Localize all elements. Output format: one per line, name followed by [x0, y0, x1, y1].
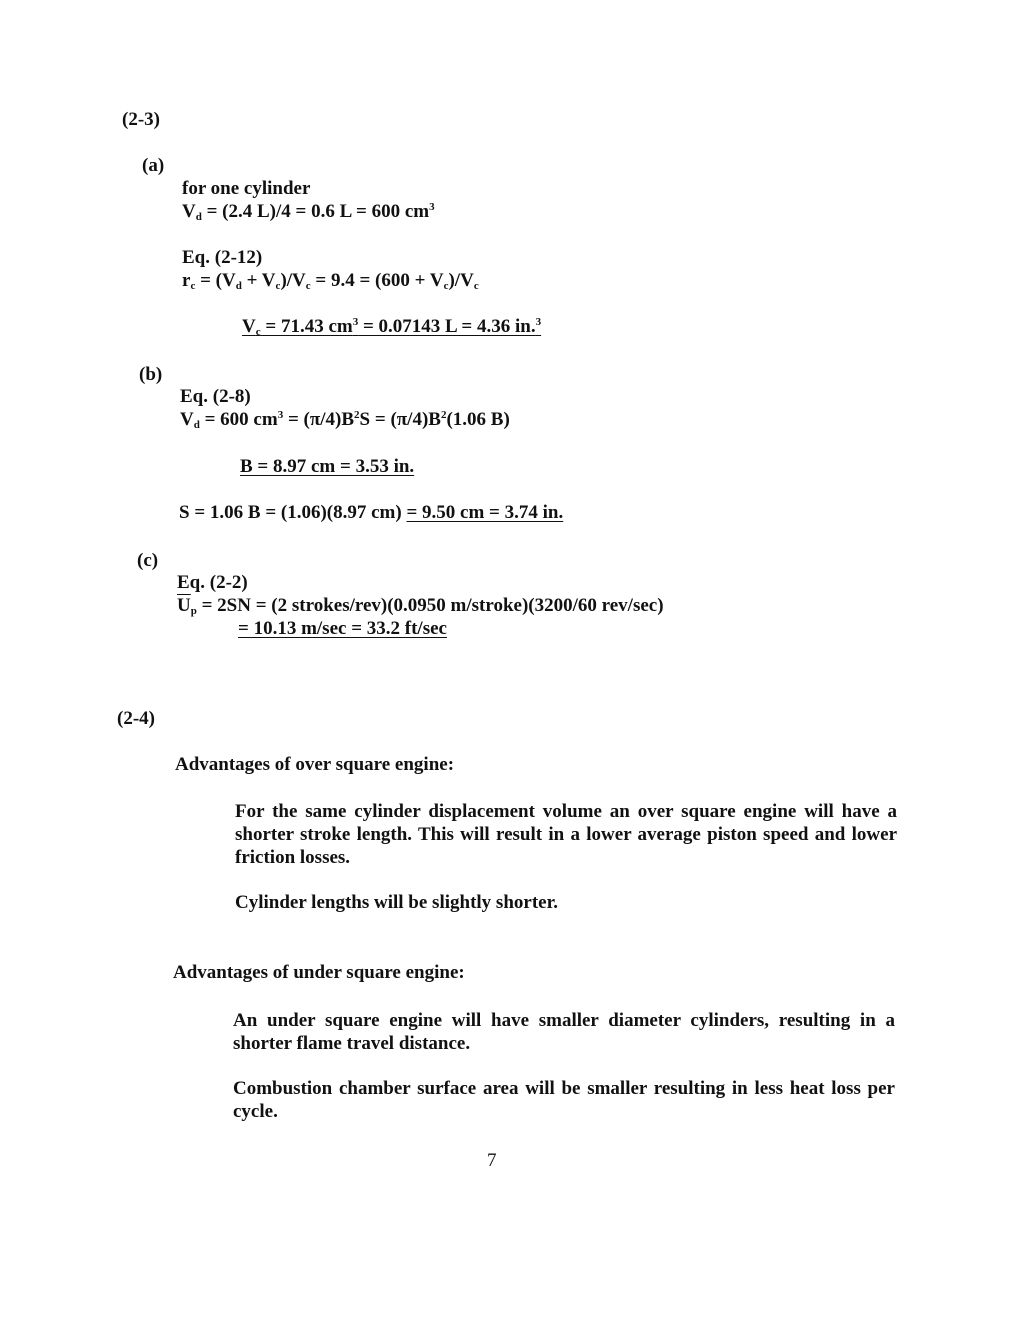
problem-number-2-4: (2-4): [117, 708, 155, 729]
part-b-vd-equation: $V_d = 600$ $cm^3 = (\pi/4)B^2S = (\pi/4)B^2(1.06$ B): [180, 409, 510, 431]
under-square-para2: Combustion chamber surface area will be smaller resulting in less heat loss per cycle.: [233, 1078, 895, 1122]
part-c-up-equation: $\overline{U}_p = 2SN = (2$ strokes/rev)(0.0950 m/stroke)(3200/60 rev/sec): [177, 595, 664, 617]
part-c-answer: = 10.13 m/sec = 33.2 ft/sec: [238, 618, 447, 639]
over-square-para2: Cylinder lengths will be slightly shorter.: [235, 892, 559, 913]
part-a-vd-equation: $V_d = (2.4$ L)/4 = 0.6 L = 600 $cm^3$: [182, 201, 435, 223]
problem-number-2-3: (2-3): [122, 109, 160, 130]
part-b-answer-stroke: = 9.50 cm = 3.74 in.: [406, 502, 564, 523]
part-c-eq-ref: Eq. (2-2): [177, 572, 248, 593]
page-number: 7: [487, 1150, 497, 1171]
part-a-eq-ref: Eq. (2-12): [182, 247, 263, 268]
part-b-label: (b): [139, 364, 163, 385]
part-a-rc-equation: $r_c = (V_d + V_c)/V_c = 9.4 = (600 + V_c)/V_c$: [182, 270, 479, 292]
over-square-para1: For the same cylinder displacement volume an over square engine will have a shorter stroke length. This will result in a lower average piston speed and lower friction losses.: [235, 801, 897, 868]
part-b-answer-bore: B = 8.97 cm = 3.53 in.: [240, 456, 415, 477]
part-c-label: (c): [137, 550, 159, 571]
part-b-stroke-line: S = 1.06 B = (1.06)(8.97 cm) = 9.50 cm = 3.74 in.: [179, 502, 564, 523]
under-square-heading: Advantages of under square engine:: [173, 962, 465, 983]
part-b-eq-ref: Eq. (2-8): [180, 386, 251, 407]
over-square-heading: Advantages of over square engine:: [175, 754, 455, 775]
part-a-line1: for one cylinder: [182, 178, 311, 199]
under-square-para1: An under square engine will have smaller diameter cylinders, resulting in a shorter flame travel distance.: [233, 1010, 895, 1054]
part-a-answer: $V_c = 71.43$ $cm^3 = 0.07143$ L = 4.36 in.$^3$: [242, 316, 542, 338]
part-a-label: (a): [142, 155, 165, 176]
